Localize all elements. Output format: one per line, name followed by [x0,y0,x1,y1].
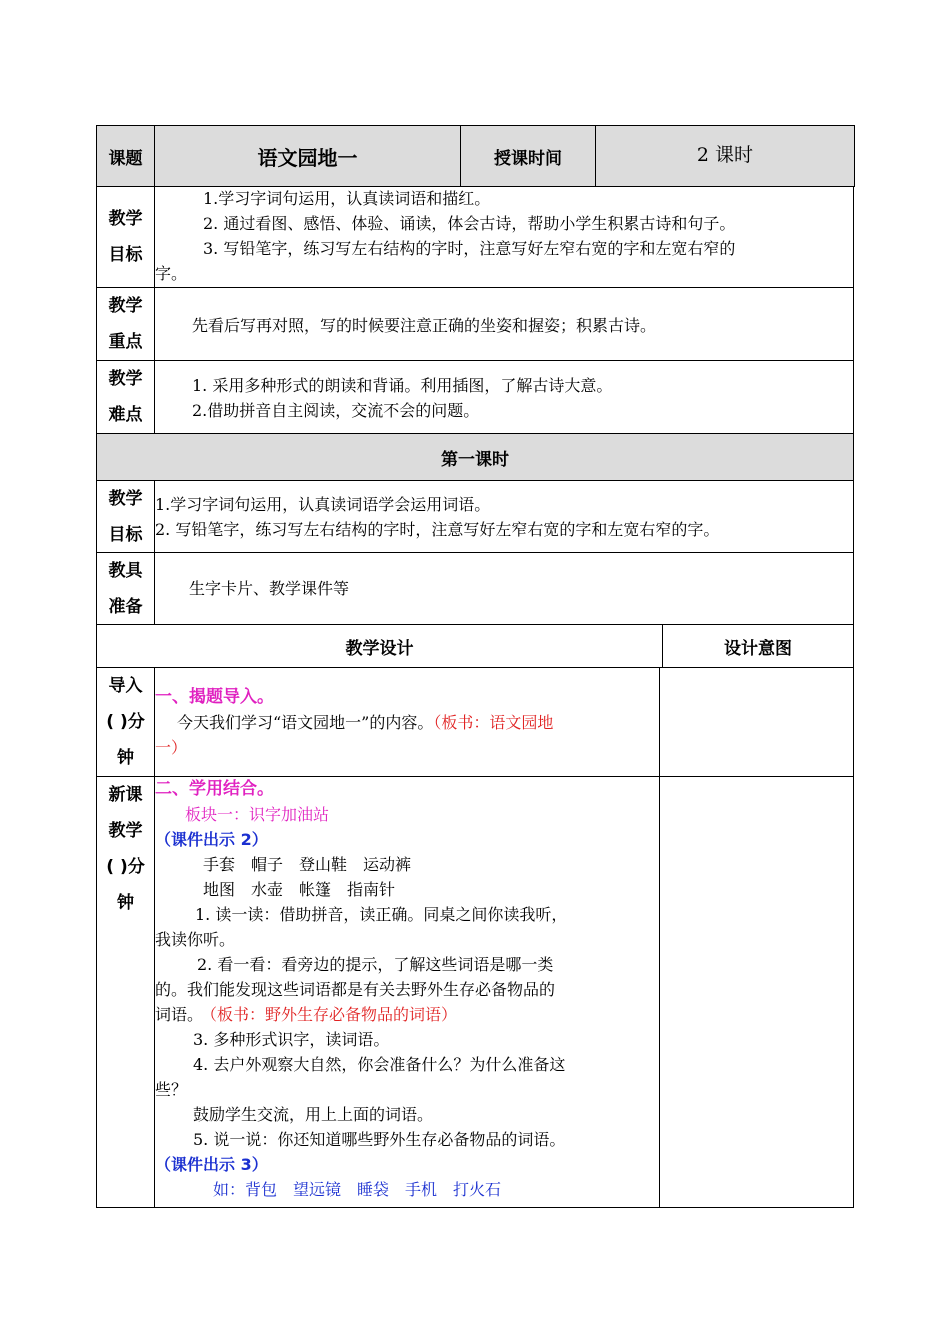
step-line: 我读你听。 [155,930,236,949]
label-line: 教具 [108,560,143,581]
label-line: 钟 [117,748,134,768]
key-points-text: 先看后写再对照，写的时候要注意正确的坐姿和握姿；积累古诗。 [192,316,657,335]
time-label: 授课时间 [494,148,562,169]
key-points-label [97,288,155,360]
label-line: 教学 [108,208,143,229]
lesson-goal-line: 1.学习字词句运用，认真读词语学会运用词语。 [155,495,491,514]
label-line: 准备 [108,596,143,617]
difficulty-line: 2.借助拼音自主阅读，交流不会的问题。 [192,401,480,420]
goal-line: 2. 通过看图、感悟、体验、诵读，体会古诗，帮助小学生积累古诗和句子。 [203,214,736,233]
label-line: 目标 [108,524,143,545]
difficulties-row [96,361,854,434]
design-header-label: 教学设计 [345,638,414,659]
step-line: 的。我们能发现这些词语都是有关去野外生存必备物品的 [155,980,556,999]
difficulties-content [155,361,853,433]
goal-line: 字。 [155,264,188,283]
lesson-goals-row [96,481,854,553]
design-header-row [96,625,854,668]
teaching-goals-label [97,186,155,287]
intro-board-note: （板书：语文园地 [433,713,554,732]
intent-header [663,625,853,667]
time-value: 2 课时 [696,144,754,166]
label-line: 教学 [108,821,143,841]
topic-value-cell [154,125,461,187]
label-line: ( )分 [106,857,145,877]
label-line: 钟 [117,893,134,913]
intro-board-note: 一） [155,738,188,757]
step-line: 5. 说一说：你还知道哪些野外生存必备物品的词语。 [193,1130,566,1149]
lesson-goal-line: 2. 写铅笔字，练习写左右结构的字时，注意写好左窄右宽的字和左宽右窄的字。 [155,520,720,539]
intent-header-label: 设计意图 [724,638,792,659]
design-header [97,625,663,667]
slide-note: （课件出示 3） [155,1155,268,1174]
goal-line: 3. 写铅笔字，练习写左右结构的字时，注意写好左窄右宽的字和左宽右窄的 [203,239,736,258]
time-value-cell [595,125,855,187]
step-line: 鼓励学生交流，用上上面的词语。 [193,1105,434,1124]
topic-label-cell [96,125,155,187]
step-line: 1. 读一读：借助拼音，读正确。同桌之间你读我听， [195,905,568,924]
difficulties-label [97,361,155,433]
topic-label: 课题 [108,148,143,169]
new-lesson-label [97,777,155,1207]
key-points-content [155,288,853,360]
new-lesson-row [96,777,854,1208]
label-line: 目标 [108,244,143,265]
step-line: 些？ [155,1080,188,1099]
topic-value: 语文园地一 [257,145,358,170]
tools-text: 生字卡片、教学课件等 [189,579,350,598]
tools-content [155,553,853,624]
lesson-goals-content [155,481,853,552]
label-line: 导入 [108,676,143,696]
label-line: 教学 [108,488,143,509]
intro-heading: 一、揭题导入。 [155,687,274,707]
intro-label [97,668,155,776]
teaching-goals-content [155,186,853,287]
step-line: 4. 去户外观察大自然，你会准备什么？为什么准备这 [193,1055,566,1074]
goal-line: 1.学习字词句运用，认真读词语和描红。 [203,189,491,208]
tools-label [97,553,155,624]
label-line: 教学 [108,369,143,389]
board-note: （板书：野外生存必备物品的词语） [209,1005,458,1024]
label-line: 新课 [108,785,143,805]
new-lesson-heading: 二、学用结合。 [155,779,274,799]
teaching-goals-row [96,186,854,288]
label-line: 重点 [108,332,143,352]
new-lesson-content [155,777,660,1207]
label-line: 难点 [108,405,143,425]
lesson-goals-label [97,481,155,552]
block-title: 板块一：识字加油站 [185,805,330,824]
word-list: 地图 水壶 帐篷 指南针 [203,880,396,899]
intro-text: 今天我们学习“语文园地一”的内容。 [177,713,434,732]
intro-content [155,668,660,776]
step-line: 3. 多种形式识字，读词语。 [193,1030,390,1049]
word-list: 手套 帽子 登山鞋 运动裤 [203,855,412,874]
slide-note: （课件出示 2） [155,830,268,849]
difficulty-line: 1. 采用多种形式的朗读和背诵。利用插图，了解古诗大意。 [192,376,613,395]
intro-row [96,668,854,777]
label-line: ( )分 [106,712,145,732]
step-line: 2. 看一看：看旁边的提示，了解这些词语是哪一类 [197,955,554,974]
key-points-row [96,288,854,361]
tools-row [96,553,854,625]
section-title: 第一课时 [441,449,509,470]
example-words: 如：背包 望远镜 睡袋 手机 打火石 [213,1180,502,1199]
time-label-cell [460,125,596,187]
section-title-row [96,434,854,481]
label-line: 教学 [108,296,143,316]
step-line: 词语。 [155,1005,204,1024]
